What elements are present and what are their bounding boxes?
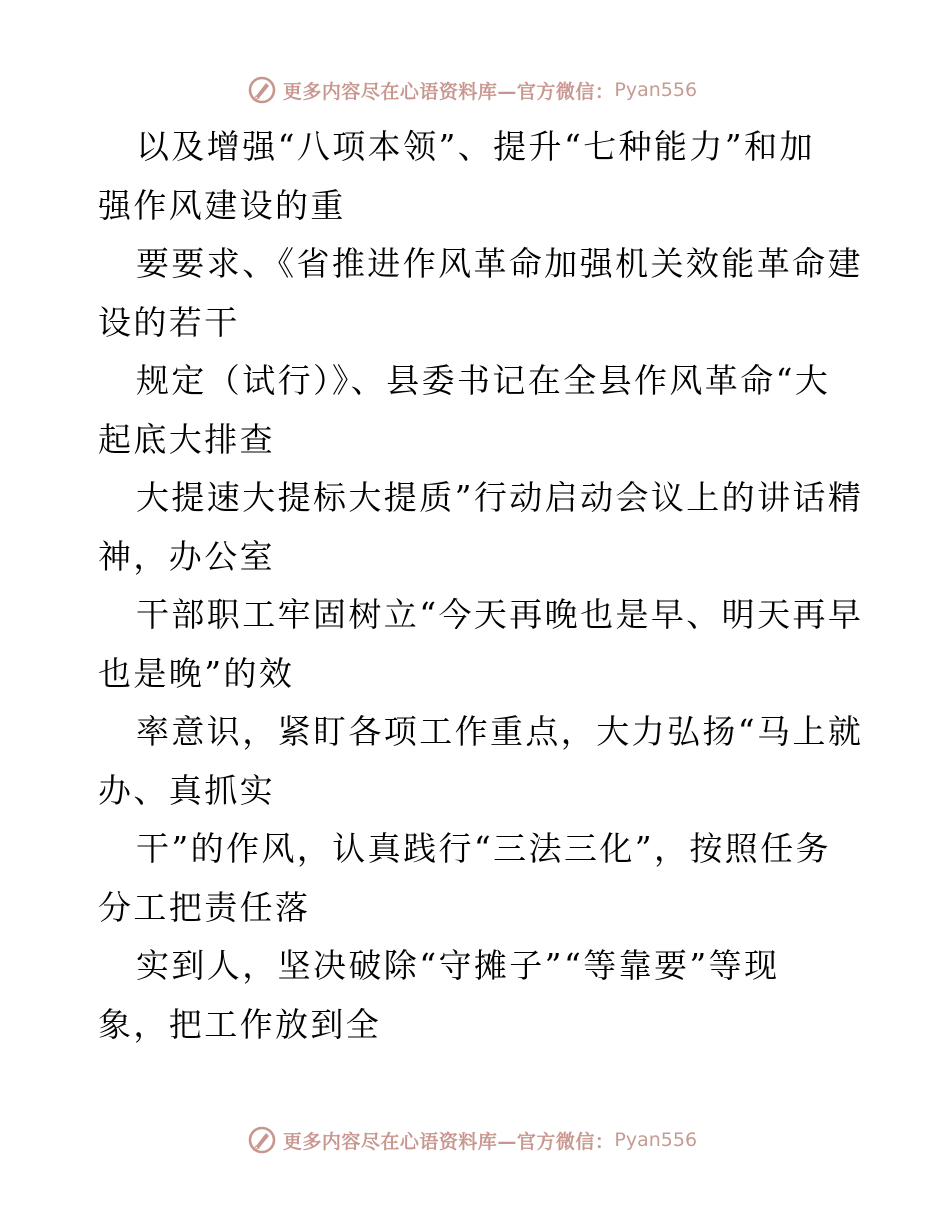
text-line: 神，办公室 (98, 536, 275, 576)
body-text (98, 118, 864, 1054)
text-line: 也是晚”的效 (98, 653, 295, 693)
text-line: 强作风建设的重 (98, 185, 346, 225)
pen-logo-icon (247, 1125, 277, 1155)
text-line: 干”的作风，认真践行“三法三化”，按照任务 (136, 829, 832, 868)
text-line: 分工把责任落 (98, 887, 311, 927)
watermark-text: 更多内容尽在心语资料库—官方微信： (282, 80, 615, 103)
text-line: 要要求、《省推进作风革命加强机关效能革命建 (136, 244, 863, 283)
text-line: 象，把工作放到全 (98, 1004, 382, 1044)
pen-logo-icon (247, 75, 277, 105)
text-line: 规定（试行）》、县委书记在全县作风革命“大 (136, 361, 831, 400)
text-line: 以及增强“八项本领”、提升“七种能力”和加 (136, 127, 815, 166)
header-watermark (0, 70, 950, 110)
text-line: 起底大排查 (98, 419, 275, 459)
text-line: 率意识，紧盯各项工作重点，大力弘扬“马上就 (136, 712, 864, 751)
watermark-text: 更多内容尽在心语资料库—官方微信： (282, 1130, 615, 1153)
text-line: 办、真抓实 (98, 770, 275, 810)
text-line: 大提速大提标大提质”行动启动会议上的讲话精 (136, 478, 864, 517)
watermark-wechat-id: Pyan556 (614, 79, 698, 101)
footer-watermark (0, 1120, 950, 1160)
text-line: 实到人，坚决破除“守摊子”“等靠要”等现 (136, 946, 780, 985)
text-line: 干部职工牢固树立“今天再晚也是早、明天再早 (136, 595, 864, 634)
watermark-wechat-id: Pyan556 (614, 1129, 698, 1151)
text-line: 设的若干 (98, 302, 240, 342)
